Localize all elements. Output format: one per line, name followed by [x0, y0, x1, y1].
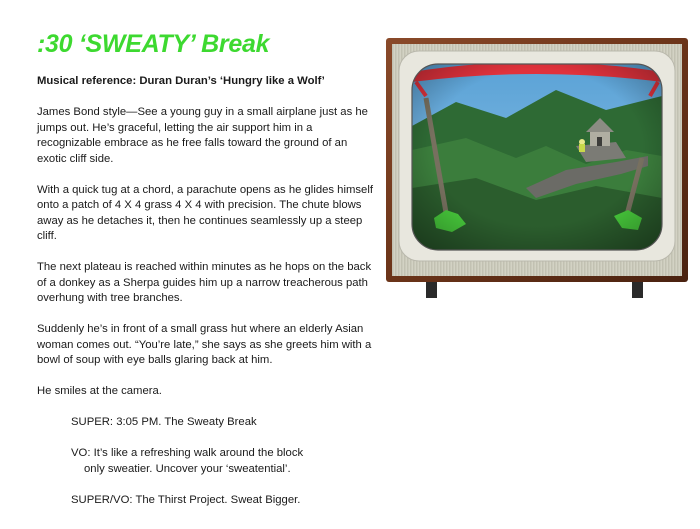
paragraph-grass-hut: Suddenly he’s in front of a small grass hut where an elderly Asian woman comes out. “You’re late,” she says as she greets him with a bowl of soup with eye balls glaring back at him.	[37, 323, 372, 366]
paragraph-smiles: He smiles at the camera.	[37, 385, 162, 397]
super-line: SUPER: 3:05 PM. The Sweaty Break	[71, 416, 257, 428]
retro-tv-illustration	[386, 38, 688, 298]
paragraph-parachute: With a quick tug at a chord, a parachute opens as he glides himself onto a patch of 4 X 4 grass 4 X 4 with precision. The chute blows away as he detaches it, then he continues seamlessly up a steep cliff.	[37, 183, 373, 242]
script-text	[37, 74, 377, 524]
paragraph-james-bond: James Bond style—See a young guy in a small airplane just as he jumps out. He’s graceful, letting the air support him in a recognizable embrace as he free falls toward the ground of an exotic cliff side.	[37, 106, 368, 165]
tv-screen	[412, 62, 662, 250]
super-vo-line: SUPER/VO: The Thirst Project. Sweat Bigger.	[71, 493, 301, 506]
vo-line-2: only sweatier. Uncover your ‘sweatential’.	[84, 462, 291, 475]
page-title: :30 ‘SWEATY’ Break	[37, 30, 270, 58]
musical-reference: Musical reference: Duran Duran’s ‘Hungry like a Wolf’	[37, 75, 325, 87]
vo-line-1: VO: It’s like a refreshing walk around the block	[71, 447, 304, 459]
paragraph-plateau: The next plateau is reached within minutes as he hops on the back of a donkey as a Sherpa guides him up a narrow treacherous path overhung with tree branches.	[37, 261, 372, 304]
vo-block	[71, 446, 377, 477]
